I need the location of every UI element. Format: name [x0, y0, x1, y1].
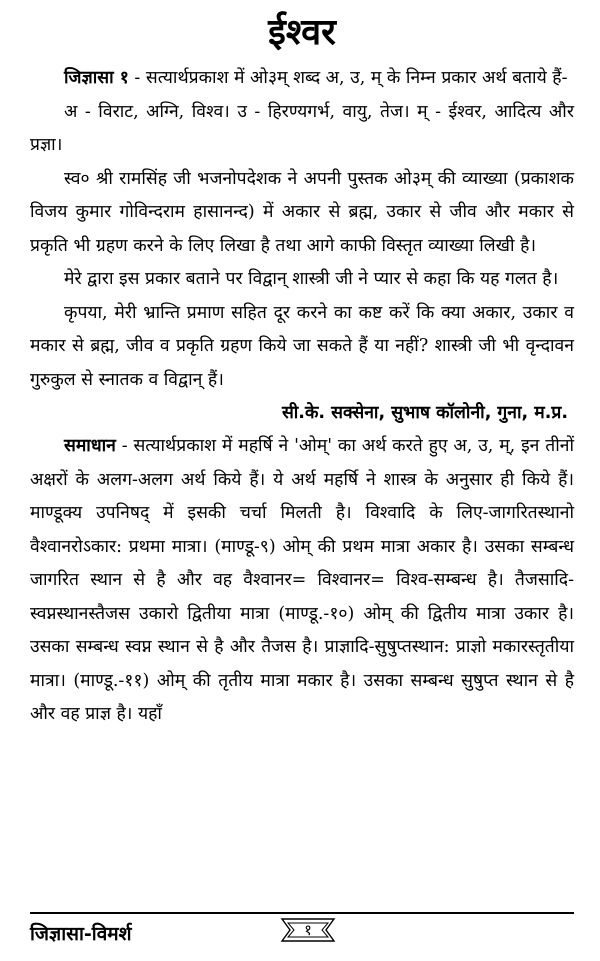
- footer-title: जिज्ञासा-विमर्श: [30, 923, 132, 945]
- question-text-1: - सत्यार्थप्रकाश में ओ३म् शब्द अ, उ, म् के निम्न प्रकार अर्थ बताये हैं-: [128, 68, 568, 88]
- page-title: ईश्वर: [268, 12, 336, 53]
- answer-text: - सत्यार्थप्रकाश में महर्षि ने 'ओम्' का अर्थ करते हुए अ, उ, म्, इन तीनों अक्षरों के अलग-अलग अर्थ किये हैं। ये अर्थ महर्षि ने शास्त्र के अनुसार ही किये हैं। माण्डूक्य उपनिषद् में इसकी चर्चा मिलती है। विश्वादि के लिए-जागरितस्थानो वैश्वानरोऽकार: प्रथमा मात्रा। (माण्डू-९) ओम् की प्रथम मात्रा अकार है। उसका सम्बन्ध जागरित स्थान से है और वह वैश्वानर= विश्वानर= विश्व-सम्बन्ध है। तैजसादि-स्वप्नस्थानस्तैजस उकारो द्वितीया मात्रा (माण्डू.-१०) ओम् की द्वितीय मात्रा उकार है। उसका सम्बन्ध स्वप्न स्थान से है और तैजस है। प्राज्ञादि-सुषुप्तस्थान: प्राज्ञो मकारस्तृतीया मात्रा। (माण्डू.-११) ओम् की तृतीय मात्रा मकार है। उसका सम्बन्ध सुषुप्त स्थान से है और वह प्राज्ञ है। यहाँ: [30, 436, 574, 724]
- page-number-badge: [280, 916, 336, 944]
- answer-label: समाधान: [64, 436, 116, 456]
- question-paragraph-1: [30, 62, 574, 96]
- questioner-signature: सी.के. सक्सेना, सुभाष कॉलोनी, गुना, म.प्र.: [281, 403, 568, 423]
- answer-paragraph: [30, 430, 574, 732]
- question-paragraph-4: मेरे द्वारा इस प्रकार बताने पर विद्वान् शास्त्री जी ने प्यार से कहा कि यह गलत है।: [64, 269, 559, 289]
- page-number: १: [304, 921, 312, 939]
- question-paragraph-3: स्व० श्री रामसिंह जी भजनोपदेशक ने अपनी पुस्तक ओ३म् की व्याख्या (प्रकाशक विजय कुमार गोविन्दराम हासानन्द) में अकार से ब्रह्म, उकार से जीव और मकार से प्रकृति भी ग्रहण करने के लिए लिखा है तथा आगे काफी विस्तृत व्याख्या लिखी है।: [30, 168, 574, 256]
- page-footer: [30, 912, 574, 954]
- question-label: जिज्ञासा १: [64, 68, 129, 88]
- question-paragraph-5: कृपया, मेरी भ्रान्ति प्रमाण सहित दूर करने का कष्ट करें कि क्या अकार, उकार व मकार से ब्रह्म, जीव व प्रकृति ग्रहण किये जा सकते हैं या नहीं? शास्त्री जी भी वृन्दावन गुरुकुल से स्नातक व विद्वान् हैं।: [30, 302, 574, 390]
- question-paragraph-2: अ - विराट, अग्नि, विश्व। उ - हिरण्यगर्भ, वायु, तेज। म् - ईश्वर, आदित्य और प्रज्ञा।: [30, 101, 574, 155]
